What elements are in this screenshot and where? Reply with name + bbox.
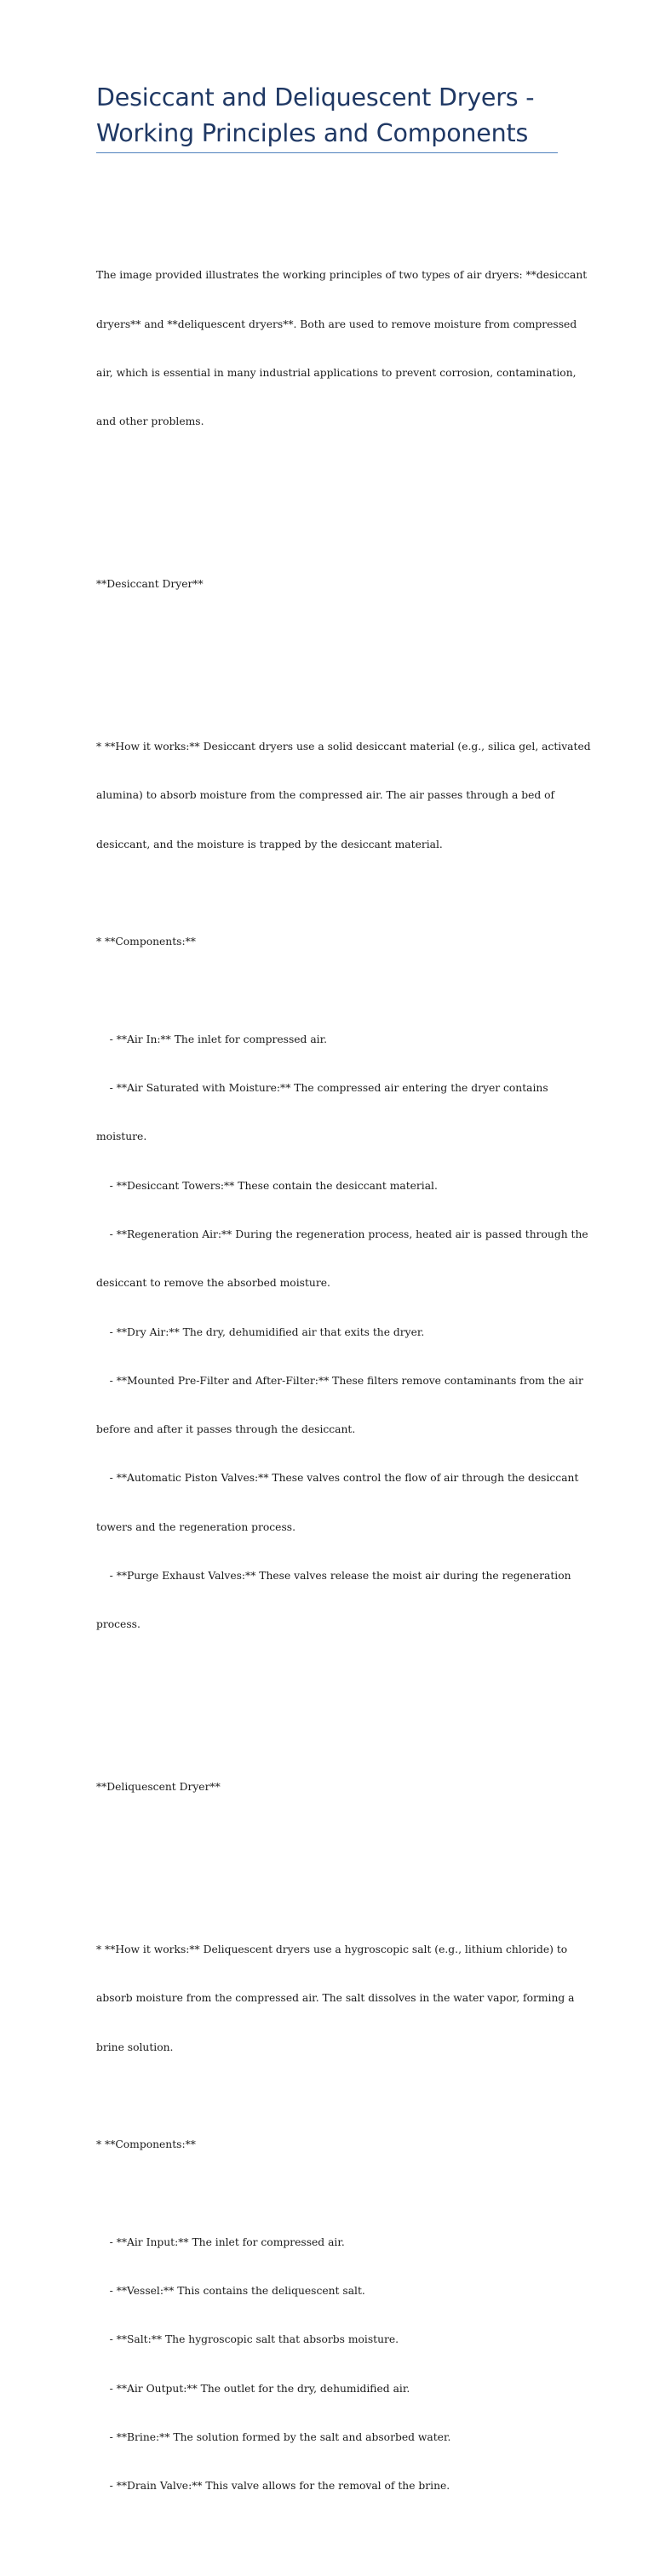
component-line: towers and the regeneration process. bbox=[96, 1520, 295, 1533]
deliquescent-components-list bbox=[96, 2202, 565, 2527]
how-it-works-line: brine solution. bbox=[96, 2041, 174, 2053]
intro-line: The image provided illustrates the working principles of two types of air dryers: **desiccant bbox=[96, 269, 588, 282]
component-line: moisture. bbox=[96, 1131, 147, 1143]
intro-line: air, which is essential in many industrial applications to prevent corrosion, contamination, bbox=[96, 367, 577, 380]
component-line: - **Dry Air:** The dry, dehumidified air that exits the dryer. bbox=[96, 1325, 425, 1338]
intro-line: dryers** and **deliquescent dryers**. Both are used to remove moisture from compressed bbox=[96, 318, 577, 330]
desiccant-components-heading: * **Components:** bbox=[96, 936, 196, 948]
desiccant-heading: **Desiccant Dryer** bbox=[96, 578, 204, 591]
component-line: desiccant to remove the absorbed moisture. bbox=[96, 1277, 330, 1290]
desiccant-how-it-works bbox=[96, 707, 591, 885]
component-line: - **Regeneration Air:** During the regeneration process, heated air is passed through the bbox=[96, 1228, 588, 1240]
component-line: process. bbox=[96, 1618, 141, 1631]
component-line: - **Brine:** The solution formed by the salt and absorbed water. bbox=[96, 2430, 451, 2443]
desiccant-components-list bbox=[96, 999, 588, 1666]
paragraph-spacer bbox=[96, 642, 565, 658]
component-line: - **Automatic Piston Valves:** These valves control the flow of air through the desiccant bbox=[96, 1472, 579, 1485]
intro-line: and other problems. bbox=[96, 415, 204, 428]
component-line: - **Purge Exhaust Valves:** These valves release the moist air during the regeneration bbox=[96, 1569, 571, 1582]
how-it-works-line: desiccant, and the moisture is trapped by the desiccant material. bbox=[96, 838, 443, 850]
title-line: Working Principles and Components bbox=[96, 119, 529, 147]
component-line: - **Drain Valve:** This valve allows for the removal of the brine. bbox=[96, 2480, 450, 2493]
paragraph-spacer bbox=[96, 512, 565, 528]
document-body bbox=[96, 186, 591, 2576]
component-line: - **Air In:** The inlet for compressed air. bbox=[96, 1033, 328, 1045]
component-line: - **Vessel:** This contains the deliquescent salt. bbox=[96, 2285, 365, 2298]
component-line: - **Desiccant Towers:** These contain the desiccant material. bbox=[96, 1179, 438, 1192]
component-line: before and after it passes through the desiccant. bbox=[96, 1423, 356, 1436]
component-line: - **Air Output:** The outlet for the dry, dehumidified air. bbox=[96, 2382, 410, 2395]
deliquescent-heading: **Deliquescent Dryer** bbox=[96, 1781, 221, 1794]
paragraph-spacer bbox=[96, 1845, 565, 1861]
intro-paragraph bbox=[96, 235, 588, 462]
document-title bbox=[96, 80, 560, 152]
title-underline-divider bbox=[96, 152, 558, 153]
title-line: Desiccant and Deliquescent Dryers - bbox=[96, 83, 535, 112]
component-line: - **Air Input:** The inlet for compressed air. bbox=[96, 2235, 345, 2248]
component-line: - **Mounted Pre-Filter and After-Filter:** These filters remove contaminants from the air bbox=[96, 1374, 583, 1387]
paragraph-spacer bbox=[96, 1714, 565, 1731]
deliquescent-how-it-works bbox=[96, 1909, 575, 2088]
how-it-works-line: * **How it works:** Deliquescent dryers use a hygroscopic salt (e.g., lithium chloride) to bbox=[96, 1943, 568, 1956]
component-line: - **Air Saturated with Moisture:** The compressed air entering the dryer contains bbox=[96, 1082, 548, 1095]
how-it-works-line: * **How it works:** Desiccant dryers use a solid desiccant material (e.g., silica gel, activated bbox=[96, 741, 591, 753]
how-it-works-line: absorb moisture from the compressed air. The salt dissolves in the water vapor, forming a bbox=[96, 1992, 575, 2005]
how-it-works-line: alumina) to absorb moisture from the compressed air. The air passes through a bed of bbox=[96, 789, 555, 802]
component-line: - **Salt:** The hygroscopic salt that absorbs moisture. bbox=[96, 2333, 399, 2346]
deliquescent-components-heading: * **Components:** bbox=[96, 2138, 196, 2151]
